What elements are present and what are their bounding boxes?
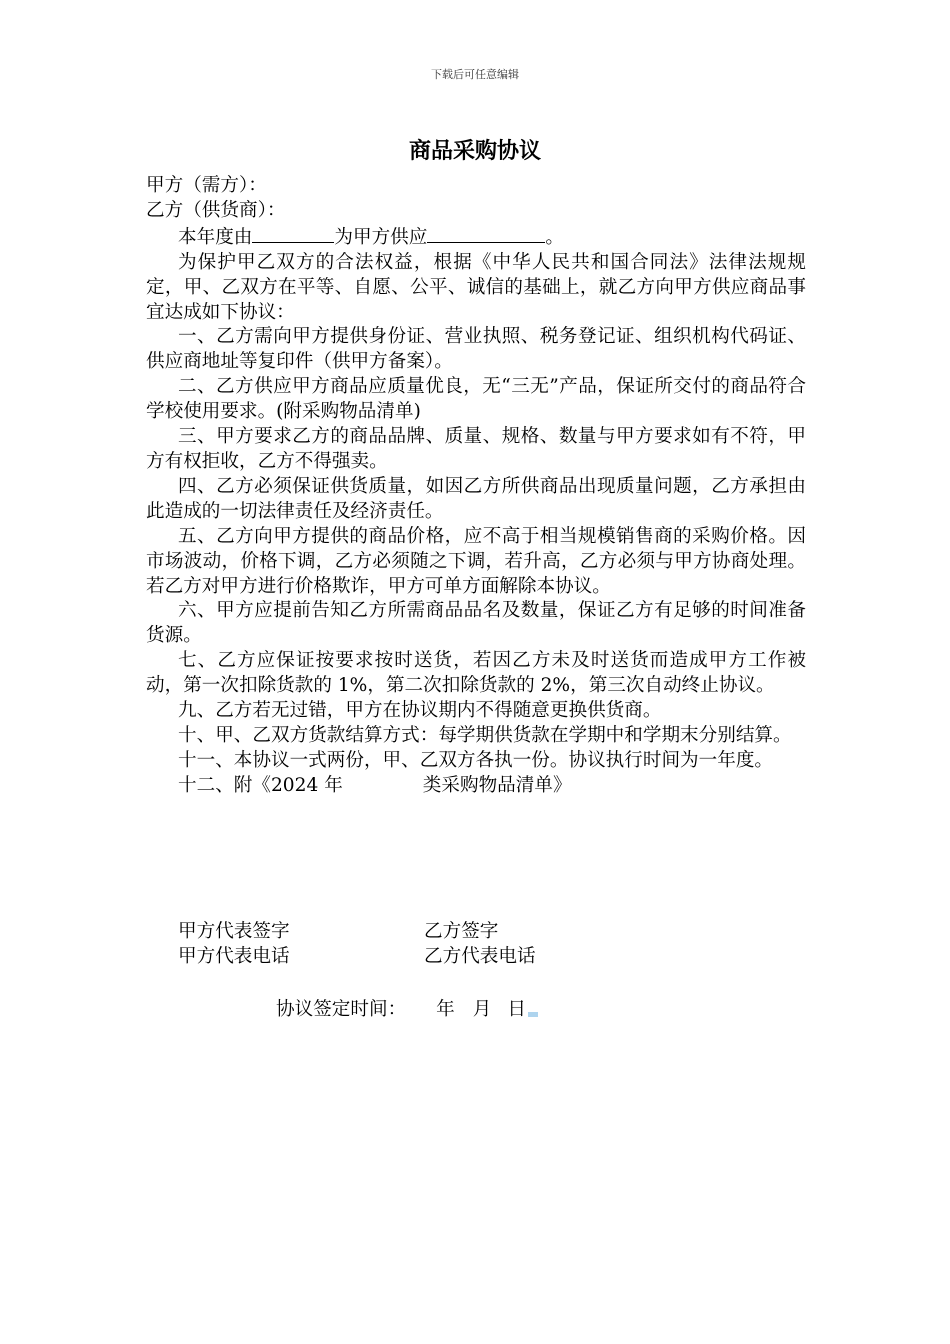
clause-10: 十、甲、乙双方货款结算方式：每学期供货款在学期中和学期末分别结算。 (178, 724, 792, 746)
header-note: 下载后可任意编辑 (431, 68, 519, 81)
date-year: 年 (436, 999, 455, 1020)
intro-paragraph: 为保护甲乙双方的合法权益，根据《中华人民共和国合同法》法律法规规定，甲、乙双方在平等、自愿、公平、诚信的基础上，就乙方向甲方供应商品事宜达成如下协议： (146, 251, 806, 323)
clause-12-part1: 十二、附《2024 年 (178, 774, 343, 796)
agreement-body (146, 174, 806, 799)
date-day: 日 (507, 999, 526, 1020)
party-b-signature-label: 乙方签字 (424, 921, 499, 942)
supplier-blank (252, 224, 334, 243)
text-cursor-mark (528, 1012, 538, 1017)
phone-row (178, 944, 536, 969)
party-b-line: 乙方（供货商）： (146, 199, 286, 221)
party-b-phone-label: 乙方代表电话 (424, 946, 536, 967)
clause-5: 五、乙方向甲方提供的商品价格，应不高于相当规模销售商的采购价格。因市场波动，价格下调，乙方必须随之下调，若升高，乙方必须与甲方协商处理。若乙方对甲方进行价格欺诈，甲方可单方面解除本协议。 (146, 525, 806, 597)
page-title: 商品采购协议 (408, 139, 541, 164)
supply-prefix: 本年度由 (178, 226, 253, 248)
clause-12 (146, 774, 806, 799)
signature-block (178, 919, 536, 969)
clause-7: 七、乙方应保证按要求按时送货，若因乙方未及时送货而造成甲方工作被动，第一次扣除货款的 1%，第二次扣除货款的 2%，第三次自动终止协议。 (146, 650, 806, 697)
date-label: 协议签定时间： (276, 999, 407, 1020)
supply-middle: 为甲方供应 (334, 226, 428, 248)
clause-11: 十一、本协议一式两份，甲、乙双方各执一份。协议执行时间为一年度。 (178, 749, 774, 771)
date-month: 月 (472, 999, 492, 1020)
clause-1: 一、乙方需向甲方提供身份证、营业执照、税务登记证、组织机构代码证、供应商地址等复印件（供甲方备案）。 (146, 326, 806, 373)
clause-2: 二、乙方供应甲方商品应质量优良，无“三无”产品，保证所交付的商品符合学校使用要求。(附采购物品清单) (146, 376, 806, 423)
clause-6: 六、甲方应提前告知乙方所需商品品名及数量，保证乙方有足够的时间准备货源。 (146, 600, 806, 647)
signature-row (178, 919, 536, 944)
clause-12-part2: 类采购物品清单》 (422, 774, 572, 796)
signing-date-line (276, 995, 538, 1021)
supply-line (146, 224, 806, 251)
party-a-line: 甲方（需方）： (146, 175, 267, 196)
clause-9: 九、乙方若无过错，甲方在协议期内不得随意更换供货商。 (178, 700, 662, 722)
party-a-signature-label: 甲方代表签字 (178, 921, 290, 942)
clause-3: 三、甲方要求乙方的商品品牌、质量、规格、数量与甲方要求如有不符，甲方有权拒收，乙方不得强卖。 (146, 426, 806, 472)
goods-blank (427, 224, 545, 243)
clause-4: 四、乙方必须保证供货质量，如因乙方所供商品出现质量问题，乙方承担由此造成的一切法律责任及经济责任。 (146, 475, 806, 522)
supply-suffix: 。 (545, 226, 564, 248)
party-a-phone-label: 甲方代表电话 (178, 946, 290, 967)
